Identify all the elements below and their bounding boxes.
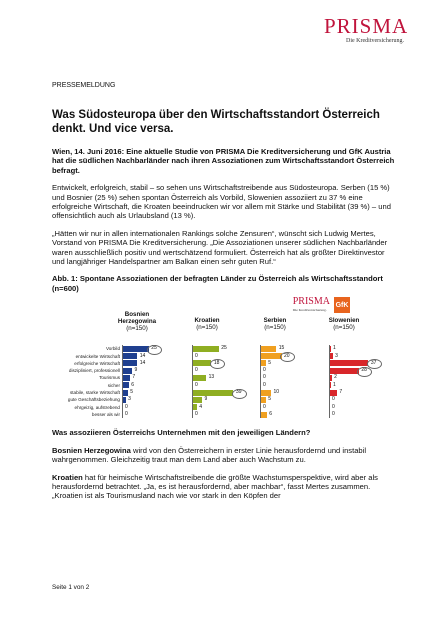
row-label-ehrgeizig-aufstrebend: ehrgeizig, aufstrebend [74,404,120,410]
value-label: 0 [332,396,335,403]
paragraph-4 [52,473,396,501]
series-name: Slowenien [328,317,360,325]
bar [193,390,234,396]
row-label-diszipliniert-professionell: diszipliniert, professionell [68,368,120,374]
highlight-ring [232,389,247,399]
value-label: 5 [268,396,272,403]
value-label: 25 [221,345,227,352]
bar [330,375,332,381]
lead-paragraph: Wien, 14. Juni 2016: Eine aktuelle Studie von PRISMA Die Kreditversicherung und GfK Austria hat die südlichen Nachbarländer nach ihren Assoziationen zum Wirtschaftsstandort Österreich befragt. [52,147,395,175]
paragraph-3-text: wird von den Österreichern in erster Linie herausfordernd und instabil wahrgenommen. Gleichzeitig traut man dem Land aber auch Wachstum zu. [52,445,367,465]
column-header-slowenien [315,317,373,331]
value-label: 3 [335,352,338,359]
value-label: 6 [269,410,273,417]
value-label: 14 [139,352,146,359]
logo-tagline: Die Kreditversicherung. [346,38,404,44]
series-name: Kroatien [194,317,220,325]
highlight-ring [210,359,225,369]
row-label-vorbild: Vorbild [105,346,120,352]
country-croatia: Kroatien [52,472,83,482]
value-label: 3 [128,396,131,403]
value-label: 1 [333,381,336,388]
value-label: 13 [208,374,215,381]
prisma-logo [324,16,420,44]
bar [123,375,130,381]
press-release-body [52,82,396,509]
value-label: 4 [199,403,202,410]
value-label: 7 [132,374,136,381]
value-label: 0 [263,403,266,410]
value-label: 2 [334,374,337,381]
value-label: 0 [195,381,198,388]
value-label: 37 [370,359,377,366]
paragraph-3 [52,446,396,465]
value-label: 0 [263,374,266,381]
value-label: 0 [263,367,266,374]
series-sample: (n=150) [333,324,355,332]
value-label: 0 [332,403,335,410]
bar [123,382,129,388]
value-label: 6 [131,381,135,388]
value-label: 0 [125,403,128,410]
series-sample: (n=150) [196,324,218,332]
kicker: PRESSEMELDUNG [52,82,116,89]
row-label-besser-als-wir: besser als wir [91,411,120,417]
series-name: Bosnien Herzegowina [117,311,157,326]
series-sample: (n=150) [126,325,148,333]
value-label: 18 [213,359,220,366]
value-label: 20 [284,352,290,359]
figure-logo-tagline: Die Kreditversicherung. [292,308,327,313]
bar [261,346,277,352]
row-label-sicher: sicher [107,382,120,388]
value-label: 0 [195,352,198,359]
row-label-tourismus: Tourismus [99,375,120,381]
value-label: 7 [339,389,343,396]
bar [123,390,128,396]
bar [123,368,132,374]
figure-title: Abb. 1: Spontane Assoziationen der befragten Länder zu Österreich als Wirtschaftsstandort (n=600) [52,274,383,293]
value-label: 10 [273,389,280,396]
section-question: Was assoziieren Österreichs Unternehmen mit den jeweiligen Ländern? [52,428,311,438]
figure-logo [293,297,350,313]
logo-wordmark: PRISMA [324,14,409,38]
value-label: 15 [278,345,285,352]
value-label: 0 [195,410,198,417]
value-label: 0 [195,367,198,374]
bar [330,353,333,359]
value-label: 0 [263,381,266,388]
value-label: 5 [130,389,134,396]
highlight-ring [280,352,295,362]
column-header-kroatien [178,317,236,331]
value-label: 28 [361,367,367,374]
gfk-logo: GfK [334,297,350,313]
paragraph-4-text: hat für heimische Wirtschaftstreibende die größte Wachstumsperspektive, wird aber als herausfordernd betrachtet. „Ja, es ist herausfordernd, aber machbar“, fasst Mertes zusammen. „Kroatien ist als Tourismusland nach wie vor stark in den Köpfen der [52,472,378,501]
row-label-erfolgreiche-wirtschaft: erfolgreiche Wirtschaft [74,360,120,366]
association-chart [52,297,396,419]
row-label-gute-gesch-ftsbeziehung: gute Geschäftsbeziehung [67,397,120,403]
value-label: 25 [151,345,157,352]
figure-logo-wordmark: PRISMA [292,296,330,308]
value-label: 9 [204,396,208,403]
column-header-bosnien-herzegowina [108,311,166,332]
value-label: 9 [134,367,138,374]
row-label-stabile-starke-wirtschaft: stabile, starke Wirtschaft [69,390,120,396]
paragraph-1: Entwickelt, erfolgreich, stabil – so sehen uns Wirtschaftstreibende aus Südosteuropa. Serben (15 %) und Bosnier (25 %) sehen spontan Österreich als Vorbild, Slowenien assoziiert zu 37 % eine erfolgreiche Wirtschaft, die Kroaten beeindrucken wir vor allem mit Stärke und Stabilität (39 %) – und offensichtlich auch als Urlaubsland (13 %). [52,183,391,221]
page-footer: Seite 1 von 2 [52,584,90,591]
paragraph-2: „Hätten wir nur in allen internationalen Rankings solche Zensuren“, wünscht sich Ludwig Mertes, Vorstand von PRISMA Die Kreditversicherung. „Die Assoziationen unserer südlichen Nachbarländer waren ausschließlich positiv und wertschätzend formuliert. Österreich hat als größter Direktinvestor und langjähriger Handelspartner am Balkan einen sehr guten Ruf.“ [52,228,388,267]
highlight-ring [147,345,162,355]
value-label: 39 [235,389,242,396]
column-header-serbien [246,317,304,331]
bar [261,412,267,418]
series-name: Serbien [263,317,287,325]
value-label: 5 [268,359,272,366]
value-label: 0 [332,410,335,417]
bar [330,346,332,352]
value-label: 14 [139,359,146,366]
country-bosnia: Bosnien Herzegowina [52,445,131,455]
series-sample: (n=150) [264,324,286,332]
bar [330,382,332,388]
row-label-entwickelte-wirtschaft: entwickelte Wirtschaft [75,353,120,359]
highlight-ring [357,367,372,377]
bar [123,353,138,359]
value-label: 0 [125,410,128,417]
headline: Was Südosteuropa über den Wirtschaftsstandort Österreich denkt. Und vice versa. [52,109,380,135]
value-label: 1 [333,345,336,352]
